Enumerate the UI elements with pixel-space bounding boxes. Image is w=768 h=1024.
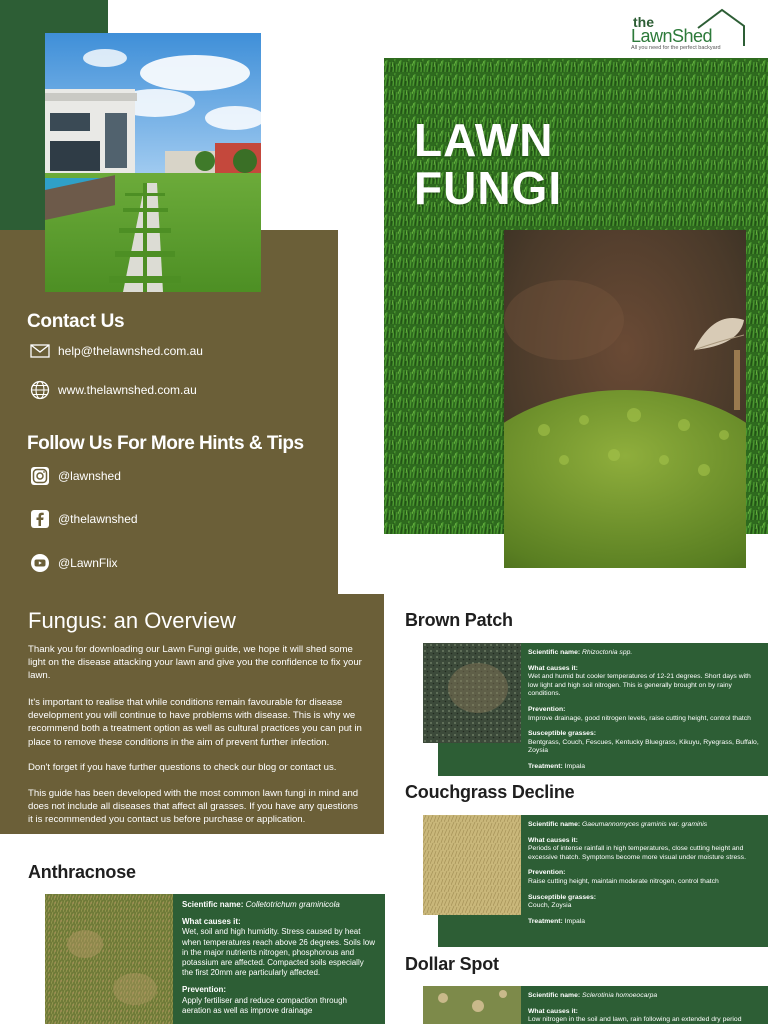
ds-causes: Low nitrogen in the soil and lawn, rain following an extended dry period: [528, 1016, 742, 1024]
overview-paragraph-3: Don't forget if you have further questions to check our blog or contact us.: [28, 762, 337, 773]
overview-title: Fungus: an Overview: [28, 608, 236, 633]
ds-causes-label: What causes it:: [528, 1007, 578, 1015]
an-prevention-label: Prevention:: [182, 985, 227, 995]
cd-grasses: Couch, Zoysia: [528, 902, 572, 910]
logo-the: the: [633, 14, 654, 30]
website-link[interactable]: www.thelawnshed.com.au: [58, 383, 197, 397]
email-row[interactable]: [30, 341, 203, 361]
mushroom-moss-photo: [504, 230, 746, 568]
an-sci-label: Scientific name:: [182, 900, 244, 909]
couchgrass-decline-heading: Couchgrass Decline: [405, 782, 575, 802]
instagram-handle[interactable]: @lawnshed: [58, 469, 121, 483]
website-row[interactable]: [30, 380, 197, 400]
youtube-handle[interactable]: @LawnFlix: [58, 556, 118, 570]
overview-paragraph-2: It's important to realise that while conditions remain favourable for disease development you will continue to have problems with disease. This is why we recommend both a treatment option as well as cultural practices you can put in place to remove these conditions in the aim of prevent further infection.: [28, 697, 362, 748]
instagram-icon: [30, 466, 50, 486]
facebook-row[interactable]: [30, 509, 138, 529]
bp-sci-label: Scientific name:: [528, 649, 581, 656]
logo-tagline: All you need for the perfect backyard: [631, 45, 721, 51]
bp-treatment-label: Treatment:: [528, 762, 563, 770]
cd-treatment: Impala: [564, 917, 586, 925]
cd-prevention-label: Prevention:: [528, 869, 566, 877]
house-outline-icon: [696, 8, 748, 48]
an-sci-name: Colletotrichum graminicola: [245, 900, 340, 909]
ds-sci-name: Sclerotinia homoeocarpa: [582, 992, 658, 999]
email-link[interactable]: help@thelawnshed.com.au: [58, 344, 203, 358]
youtube-icon: [30, 553, 50, 573]
facebook-handle[interactable]: @thelawnshed: [58, 512, 138, 526]
instagram-row[interactable]: [30, 466, 121, 486]
brown-patch-photo: [423, 643, 521, 743]
couchgrass-decline-photo: [423, 815, 521, 915]
cd-sci-label: Scientific name:: [528, 821, 581, 828]
bp-grasses: Bentgrass, Couch, Fescues, Kentucky Bluegrass, Kikuyu, Ryegrass, Buffalo, Zoysia: [528, 738, 759, 755]
house-lawn-photo: [45, 33, 261, 292]
bp-grasses-label: Susceptible grasses:: [528, 730, 596, 738]
bp-sci-name: Rhizoctonia spp.: [582, 649, 633, 656]
cd-sci-name: Gaeumannomyces graminis var. graminis: [582, 821, 708, 828]
an-prevention: Apply fertiliser and reduce compaction through aeration as well as improve drainage: [182, 995, 347, 1015]
facebook-icon: [30, 509, 50, 529]
cd-causes: Periods of intense rainfall in high temperatures, close cutting height and excessive thatch. Symptoms become more visual under moisture stress.: [528, 845, 746, 861]
bp-causes: Wet and humid but cooler temperatures of 12-21 degrees. Short days with low light and high soil nitrogen. This is generally brought on by rainy conditions.: [528, 673, 751, 698]
lawnshed-logo[interactable]: [628, 8, 748, 54]
cd-prevention: Raise cutting height, maintain moderate nitrogen, control thatch: [528, 877, 719, 885]
bp-causes-label: What causes it:: [528, 664, 578, 672]
ds-sci-label: Scientific name:: [528, 992, 581, 999]
cd-grasses-label: Susceptible grasses:: [528, 893, 596, 901]
anthracnose-heading: Anthracnose: [28, 862, 136, 882]
envelope-icon: [30, 341, 50, 361]
bp-prevention-label: Prevention:: [528, 705, 566, 713]
contact-title: Contact Us: [27, 311, 125, 332]
an-causes-label: What causes it:: [182, 917, 241, 927]
dollar-spot-photo: [423, 986, 521, 1024]
overview-paragraph-1: Thank you for downloading our Lawn Fungi guide, we hope it will shed some light on the disease attacking your lawn and give you the confidence to fix your lawn.: [28, 644, 362, 682]
hero-title: LAWN FUNGI: [414, 114, 563, 214]
brown-patch-heading: Brown Patch: [405, 610, 513, 630]
globe-icon: [30, 380, 50, 400]
youtube-row[interactable]: [30, 553, 118, 573]
cd-treatment-label: Treatment:: [528, 917, 563, 925]
anthracnose-photo: [45, 894, 173, 1024]
dollar-spot-heading: Dollar Spot: [405, 954, 499, 974]
logo-name: LawnShed: [631, 26, 713, 46]
follow-title: Follow Us For More Hints & Tips: [27, 433, 304, 454]
bp-prevention: Improve drainage, good nitrogen levels, raise cutting height, control thatch: [528, 714, 751, 722]
an-causes: Wet, soil and high humidity. Stress caused by heat when temperatures reach above 26 degrees. Soils low in the major nutrients nitrogen, phosphorous and potassium are affected. Compacted soils especially the first 20mm are particularly affected.: [182, 927, 375, 978]
cd-causes-label: What causes it:: [528, 836, 578, 844]
bp-treatment: Impala: [564, 762, 586, 770]
overview-paragraph-4: This guide has been developed with the most common lawn fungi in mind and does not include all diseases that affect all grasses. If you have any questions it is recommended you contact us before purchase or application.: [28, 788, 359, 826]
